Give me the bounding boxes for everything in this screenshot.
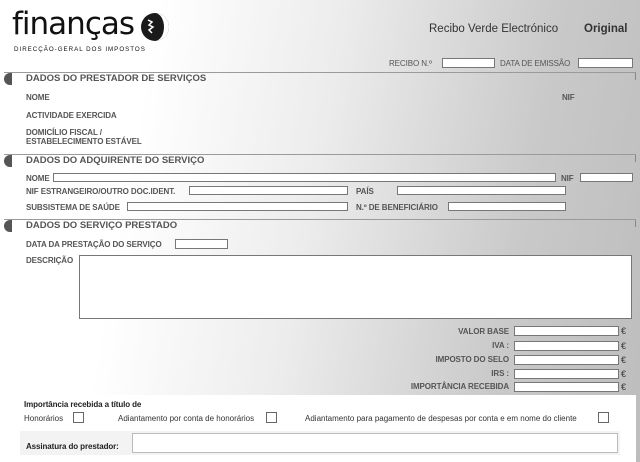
service-date-field[interactable] [175,239,228,249]
iva-field[interactable] [514,341,619,351]
foreign-nif-field[interactable] [189,186,348,195]
country-label: PAÍS [356,187,374,196]
fees-option-label: Honorários [24,414,64,423]
section-acquirer [4,154,636,167]
acquirer-name-field[interactable] [53,173,556,182]
document-title: Recibo Verde Electrónico [429,23,559,35]
description-label: DESCRIÇÃO [26,256,74,265]
signature-field[interactable] [132,433,618,453]
description-textarea[interactable] [79,255,632,319]
beneficiary-number-label: N.º DE BENEFICIÁRIO [356,203,438,212]
irs-currency: € [621,369,627,379]
health-subsystem-label: SUBSISTEMA DE SAÚDE [26,203,120,212]
advance-fees-checkbox[interactable] [266,412,277,423]
provider-domicile-label-2: ESTABELECIMENTO ESTÁVEL [26,137,142,146]
country-field[interactable] [397,186,566,195]
section-tab-icon [4,155,12,167]
service-date-label: DATA DA PRESTAÇÃO DO SERVIÇO [26,240,162,249]
base-value-label: VALOR BASE [458,327,509,336]
finances-logo [12,6,172,56]
provider-name-label: NOME [26,93,50,102]
acquirer-nif-label: NIF [561,174,574,183]
section-service-title: DADOS DO SERVIÇO PRESTADO [26,220,178,231]
advance-expenses-option-label: Adiantamento para pagamento de despesas por conta e em nome do cliente [305,414,577,423]
issue-date-label: DATA DE EMISSÃO [500,59,571,68]
iva-label: IVA : [492,341,509,350]
irs-label: IRS : [491,369,509,378]
amount-received-field[interactable] [514,382,619,392]
issue-date-field[interactable] [578,58,633,68]
health-subsystem-field[interactable] [127,202,348,211]
advance-expenses-checkbox[interactable] [598,412,609,423]
fees-checkbox[interactable] [73,412,84,423]
section-service [4,219,636,232]
stamp-duty-label: IMPOSTO DO SELO [435,355,509,364]
signature-label: Assinatura do prestador: [26,442,119,451]
section-acquirer-title: DADOS DO ADQUIRENTE DO SERVIÇO [26,155,205,166]
iva-currency: € [621,341,627,351]
section-provider-title: DADOS DO PRESTADOR DE SERVIÇOS [26,73,207,84]
logo-emblem-icon [140,10,170,44]
provider-activity-label: ACTIVIDADE EXERCIDA [26,111,117,120]
advance-fees-option-label: Adiantamento por conta de honorários [118,414,255,423]
section-provider [4,72,636,85]
acquirer-name-label: NOME [26,174,50,183]
received-as-title: Importância recebida a título de [24,400,142,409]
amount-received-label: IMPORTÂNCIA RECEBIDA [410,382,509,391]
receipt-number-field[interactable] [442,58,495,68]
beneficiary-number-field[interactable] [448,202,566,211]
logo-word: finanças [12,6,135,42]
section-tab-icon [4,220,12,232]
base-value-field[interactable] [514,326,619,336]
provider-domicile-label-1: DOMICÍLIO FISCAL / [26,128,102,137]
acquirer-nif-field[interactable] [580,173,633,182]
stamp-duty-currency: € [621,355,627,365]
section-tab-icon [4,73,12,85]
receipt-number-label: RECIBO N.º [389,59,432,68]
stamp-duty-field[interactable] [514,355,619,365]
irs-field[interactable] [514,369,619,379]
base-currency: € [621,326,627,336]
logo-subtitle: DIRECÇÃO-GERAL DOS IMPOSTOS [14,46,146,53]
amount-received-currency: € [621,382,627,392]
foreign-nif-label: NIF ESTRANGEIRO/OUTRO DOC.IDENT. [26,187,176,196]
copy-type: Original [584,23,628,35]
provider-nif-label: NIF [562,93,575,102]
